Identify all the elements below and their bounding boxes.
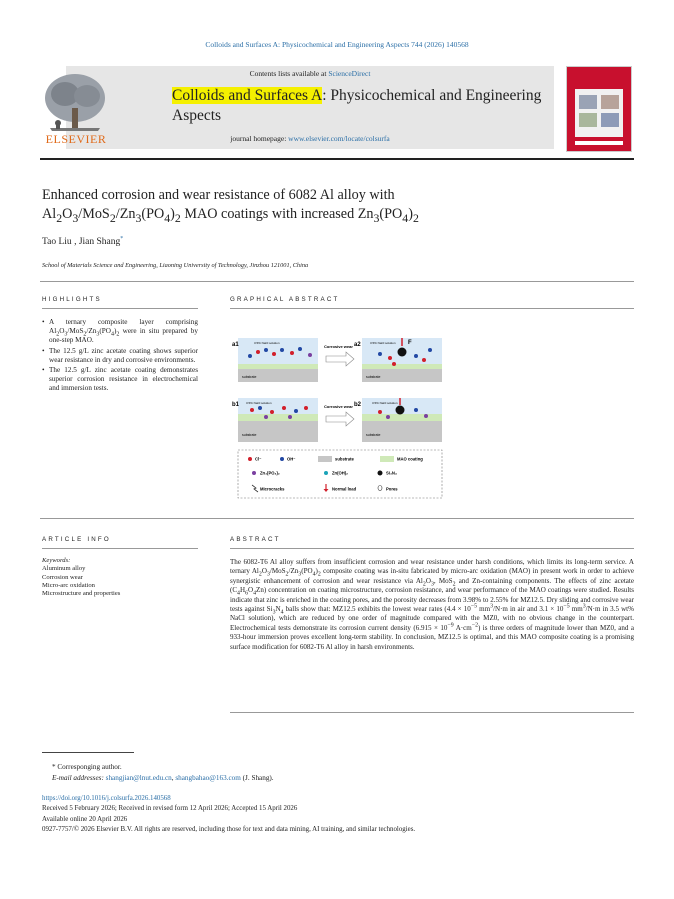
keywords-heading: Keywords:: [42, 557, 71, 564]
solution-b2: 3.5% NaCl solution: [372, 401, 398, 405]
article-title: [42, 186, 602, 224]
legend-mao: MAO coating: [397, 456, 423, 462]
email-separator: ,: [171, 773, 176, 782]
keyword-item: Microstructure and properties: [42, 590, 121, 598]
legend-oh: OH⁻: [287, 456, 296, 462]
homepage-link[interactable]: www.elsevier.com/locate/colsurfa: [288, 134, 390, 143]
legend-pores: Pores: [386, 486, 398, 492]
highlight-item: • The 12.5 g/L zinc acetate coating shows superior wear resistance in dry and corrosive environments.: [42, 347, 198, 365]
email-link-1[interactable]: shangjian@lnut.edu.cn: [105, 773, 172, 782]
highlights-list: [42, 318, 198, 395]
abstract-rule: [230, 548, 634, 549]
label-a2: a2: [354, 342, 361, 348]
doi-link[interactable]: https://doi.org/10.1016/j.colsurfa.2026.140568: [42, 795, 171, 802]
arrow-label-b: Corrosive wear: [324, 404, 353, 409]
corresponding-label: Corresponging author.: [57, 763, 122, 771]
footnote-rule: [42, 752, 134, 753]
journal-reference[interactable]: Colloids and Surfaces A: Physicochemical and Engineering Aspects 744 (2026) 140568: [205, 40, 469, 49]
homepage-prefix: journal homepage:: [230, 134, 289, 143]
article-metadata: [42, 794, 415, 836]
legend-cl: Cl⁻: [255, 456, 262, 462]
keyword-item: Corrosion wear: [42, 573, 83, 581]
highlights-heading: HIGHLIGHTS: [42, 296, 102, 303]
author-separator: ,: [71, 237, 79, 247]
abstract-heading: ABSTRACT: [230, 536, 281, 543]
force-label: F: [408, 340, 412, 346]
journal-homepage: [66, 134, 554, 143]
author-list: [42, 237, 123, 247]
panel-b1: [232, 398, 318, 442]
legend-si3n4: Si₃N₄: [386, 470, 397, 476]
journal-title-rest: : Physicochemical and Engineering Aspects: [172, 87, 542, 124]
author-2[interactable]: Jian Shang: [78, 237, 121, 247]
title-line-1: Enhanced corrosion and wear resistance of 6082 Al alloy with: [42, 187, 395, 203]
abstract-text: The 6082-T6 Al alloy suffers from insufficient corrosion and wear resistance under harsh conditions, which limits its long-term service. A ternary $Al_2O_3/MoS_2/Zn_3(PO_4)_2$ composite coating was in-situ fabricated by micro-arc oxidation (MAO) in present work in order to achieve synergistic enhancement of corrosion and wear resistance via $Al_2O_3$, MoS$_2$ and Zn-containing components. The effects of zinc acetate $(C_4H_6O_4Zn)$ concentration on coating microstructure, corrosion resistance, and wear performance of the MAO coatings were studied. Results indicate that zinc is enriched in the coating pores, and the porosity decreases from 3.98% to 2.55% for MZ12.5. Dry sliding and corrosive wear tests against $Si_3N_4$ balls show that: MZ12.5 exhibits the lowest wear rates ($4.4 \times 10^{-5}$ $mm^3/N\cdot m$ in air and $3.1 \times 10^{-5}$ $mm^3/N\cdot m$ in 3.5 wt% NaCl solution), which are reduced by one order of magnitude compared with the MZ0, with no obvious change in the counterpart. Electrochemical tests demonstrate its corrosion current density ($6.915 \times 10^{-9}$ $A\cdot cm^{-2}$) is three orders of magnitude lower than MZ0, and a 933-hour immersion proves excellent long-term stability. In conclusion, MZ12.5 is optimal, and this MAO composite coating is a promising surface modification for 6082-T6 Al alloy in harsh environments.: [230, 558, 634, 651]
highlight-item: • A ternary composite layer comprising $Al_2O_3/MoS_2/Zn_3(PO_4)_2$ were in situ prepared by one-step MAO.: [42, 318, 198, 346]
solution-a2: 3.5% NaCl solution: [370, 341, 396, 345]
keywords-block: [42, 557, 120, 598]
substrate-b2: substrate: [366, 433, 381, 437]
contents-prefix: Contents lists available at: [249, 69, 329, 78]
received-dates: Received 5 February 2026; Received in revised form 12 April 2026; Accepted 15 April 2026: [42, 805, 298, 813]
author-1[interactable]: Tao Liu: [42, 237, 72, 247]
solution-a1: 3.5% NaCl solution: [254, 341, 280, 345]
arrow-b: [324, 404, 354, 426]
corresponding-footnote: [52, 762, 274, 783]
label-a1: a1: [232, 342, 239, 348]
panel-a2: [354, 338, 442, 382]
arrow-label-a: Corrosive wear: [324, 344, 353, 349]
journal-cover-thumbnail[interactable]: [566, 66, 632, 152]
footnote-mark: *: [52, 763, 56, 771]
graphical-abstract-bottom-rule: [40, 518, 634, 519]
substrate-b1: substrate: [242, 433, 257, 437]
contents-line: [66, 69, 554, 78]
email-link-2[interactable]: shangbahao@163.com: [175, 773, 241, 782]
label-b2: b2: [354, 402, 362, 408]
substrate-a1: substrate: [242, 375, 257, 379]
highlights-rule: [42, 308, 198, 309]
elsevier-wordmark: ELSEVIER: [45, 132, 107, 146]
affiliation-rule: [40, 281, 634, 282]
legend-microcracks: Microcracks: [260, 486, 285, 492]
graphical-abstract-figure: [230, 320, 450, 505]
affiliation: School of Materials Science and Engineering, Liaoning University of Technology, Jinzhou 121001, China: [42, 262, 309, 269]
email-suffix: (J. Shang).: [240, 773, 274, 782]
abstract-bottom-rule: [230, 712, 634, 713]
article-info-rule: [42, 548, 198, 549]
keyword-item: Aluminum alloy: [42, 565, 86, 573]
arrow-a: [324, 344, 354, 366]
available-online: Available online 20 April 2026: [42, 815, 128, 823]
journal-title: [172, 86, 542, 126]
email-label: E-mail addresses:: [52, 773, 104, 782]
header-rule: [40, 158, 634, 160]
title-line-2: $Al_2O_3/MoS_2/Zn_3(PO_4)_2$ MAO coatings with increased $Zn_3(PO_4)_2$: [42, 206, 419, 225]
highlight-item: • The 12.5 g/L zinc acetate coating demonstrates superior corrosion resistance in electrochemical and immersion tests.: [42, 366, 198, 394]
label-b1: b1: [232, 402, 240, 408]
legend-substrate: substrate: [335, 456, 354, 462]
article-info-heading: ARTICLE INFO: [42, 536, 111, 543]
corresponding-mark[interactable]: *: [120, 235, 124, 242]
copyright: 0927-7757/© 2026 Elsevier B.V. All rights are reserved, including those for text and data mining, AI training, and similar technologies.: [42, 826, 416, 834]
graphical-abstract-heading: GRAPHICAL ABSTRACT: [230, 296, 340, 303]
panel-a1: [232, 338, 318, 382]
substrate-a2: substrate: [366, 375, 381, 379]
keyword-item: Micro-arc oxidation: [42, 581, 95, 589]
graphical-abstract-rule: [230, 308, 634, 309]
panel-b2: [354, 398, 442, 442]
journal-title-highlight: Colloids and Surfaces A: [172, 87, 323, 104]
legend-zn3po4: Zn₃(PO₄)₂: [260, 470, 280, 476]
graphical-legend: [238, 450, 442, 498]
legend-znoh2: Zn(OH)₂: [332, 470, 349, 476]
solution-b1: 3.5% NaCl solution: [246, 401, 272, 405]
legend-normal-load: Normal load: [332, 486, 357, 492]
sciencedirect-link[interactable]: ScienceDirect: [328, 69, 371, 78]
